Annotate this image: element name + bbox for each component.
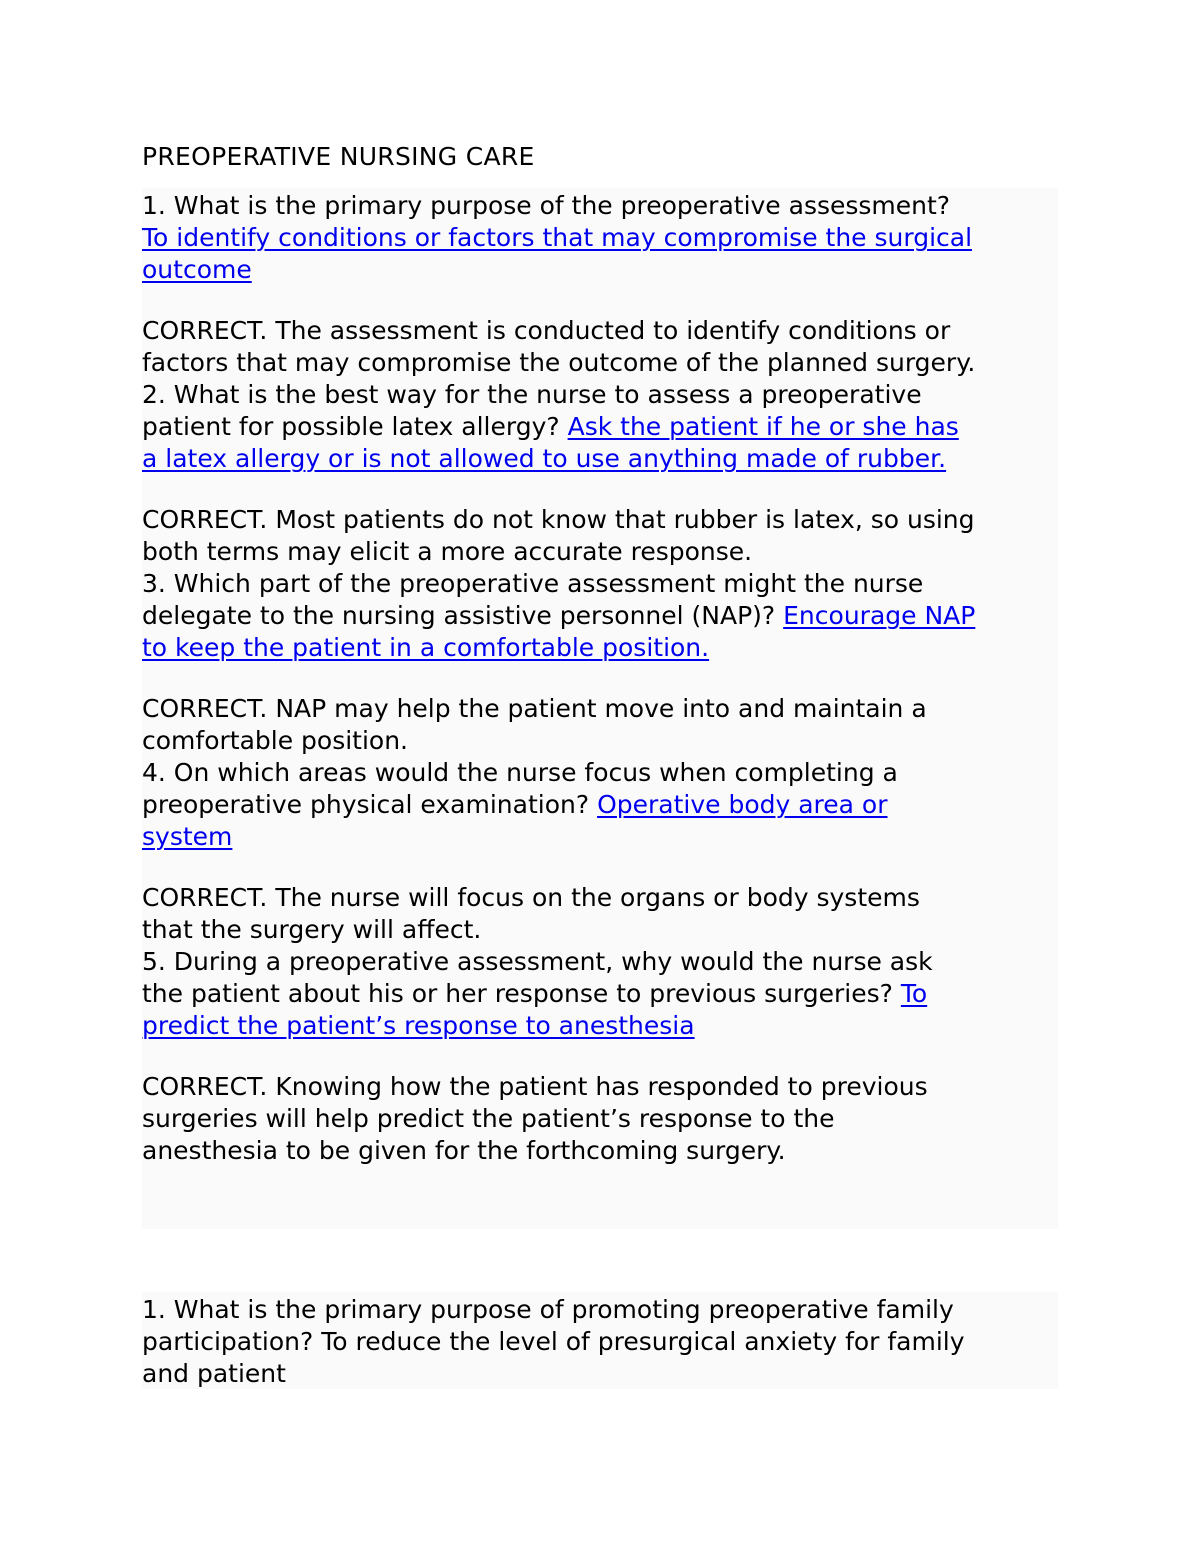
text-line bbox=[142, 222, 972, 254]
answer-link[interactable]: To bbox=[900, 979, 928, 1008]
text-line bbox=[142, 1071, 928, 1103]
line-text: preoperative physical examination? bbox=[142, 790, 598, 819]
line-text: 5. During a preoperative assessment, why would the nurse ask bbox=[142, 947, 933, 976]
text-line bbox=[142, 443, 946, 475]
line-text: factors that may compromise the outcome of the planned surgery. bbox=[142, 348, 976, 377]
text-line bbox=[142, 725, 408, 757]
answer-link[interactable]: Ask the patient if he or she has bbox=[567, 412, 959, 441]
question-block-family bbox=[142, 1292, 1058, 1389]
line-text: both terms may elicit a more accurate response. bbox=[142, 537, 753, 566]
text-line bbox=[142, 190, 950, 222]
text-line bbox=[142, 536, 752, 568]
answer-link[interactable]: predict the patient’s response to anesthesia bbox=[142, 1011, 695, 1040]
line-text: patient for possible latex allergy? bbox=[142, 412, 568, 441]
text-line bbox=[142, 821, 232, 853]
text-line bbox=[142, 315, 950, 347]
text-line bbox=[142, 693, 927, 725]
line-text: 2. What is the best way for the nurse to assess a preoperative bbox=[142, 380, 922, 409]
text-line bbox=[142, 882, 920, 914]
text-line bbox=[142, 1103, 834, 1135]
answer-link[interactable]: outcome bbox=[142, 255, 252, 284]
line-text: CORRECT. The nurse will focus on the organs or body systems bbox=[142, 883, 920, 912]
line-text: CORRECT. Most patients do not know that rubber is latex, so using bbox=[142, 505, 975, 534]
line-text: CORRECT. Knowing how the patient has responded to previous bbox=[142, 1072, 928, 1101]
line-text: 1. What is the primary purpose of the preoperative assessment? bbox=[142, 191, 951, 220]
line-text: CORRECT. The assessment is conducted to identify conditions or bbox=[142, 316, 951, 345]
text-line bbox=[142, 1010, 695, 1042]
line-text: 3. Which part of the preoperative assessment might the nurse bbox=[142, 569, 924, 598]
line-text: 1. What is the primary purpose of promoting preoperative family bbox=[142, 1295, 954, 1324]
question-block-assessment bbox=[142, 188, 1058, 1229]
answer-link[interactable]: to keep the patient in a comfortable position. bbox=[142, 633, 710, 662]
text-line bbox=[142, 1326, 965, 1358]
text-line bbox=[142, 1358, 286, 1390]
text-line bbox=[142, 946, 933, 978]
line-text: delegate to the nursing assistive personnel (NAP)? bbox=[142, 601, 784, 630]
text-line bbox=[142, 1135, 786, 1167]
text-line bbox=[142, 347, 975, 379]
line-text: CORRECT. NAP may help the patient move into and maintain a bbox=[142, 694, 927, 723]
text-line bbox=[142, 757, 898, 789]
text-line bbox=[142, 411, 959, 443]
text-line bbox=[142, 254, 252, 286]
line-text: surgeries will help predict the patient’s response to the bbox=[142, 1104, 835, 1133]
line-text: participation? To reduce the level of presurgical anxiety for family bbox=[142, 1327, 965, 1356]
answer-link[interactable]: Operative body area or bbox=[597, 790, 888, 819]
line-text: that the surgery will affect. bbox=[142, 915, 482, 944]
text-line bbox=[142, 632, 709, 664]
line-text: the patient about his or her response to previous surgeries? bbox=[142, 979, 901, 1008]
line-text: anesthesia to be given for the forthcoming surgery. bbox=[142, 1136, 786, 1165]
answer-link[interactable]: To identify conditions or factors that may compromise the surgical bbox=[142, 223, 973, 252]
text-line bbox=[142, 789, 888, 821]
line-text: comfortable position. bbox=[142, 726, 409, 755]
text-line bbox=[142, 914, 481, 946]
text-line bbox=[142, 1294, 954, 1326]
text-line bbox=[142, 978, 927, 1010]
text-line bbox=[142, 568, 923, 600]
text-line bbox=[142, 600, 975, 632]
text-line bbox=[142, 504, 975, 536]
document-title: PREOPERATIVE NURSING CARE bbox=[142, 142, 535, 171]
line-text: and patient bbox=[142, 1359, 286, 1388]
answer-link[interactable]: system bbox=[142, 822, 233, 851]
text-line bbox=[142, 379, 922, 411]
line-text: 4. On which areas would the nurse focus when completing a bbox=[142, 758, 898, 787]
answer-link[interactable]: Encourage NAP bbox=[783, 601, 976, 630]
answer-link[interactable]: a latex allergy or is not allowed to use anything made of rubber. bbox=[142, 444, 947, 473]
